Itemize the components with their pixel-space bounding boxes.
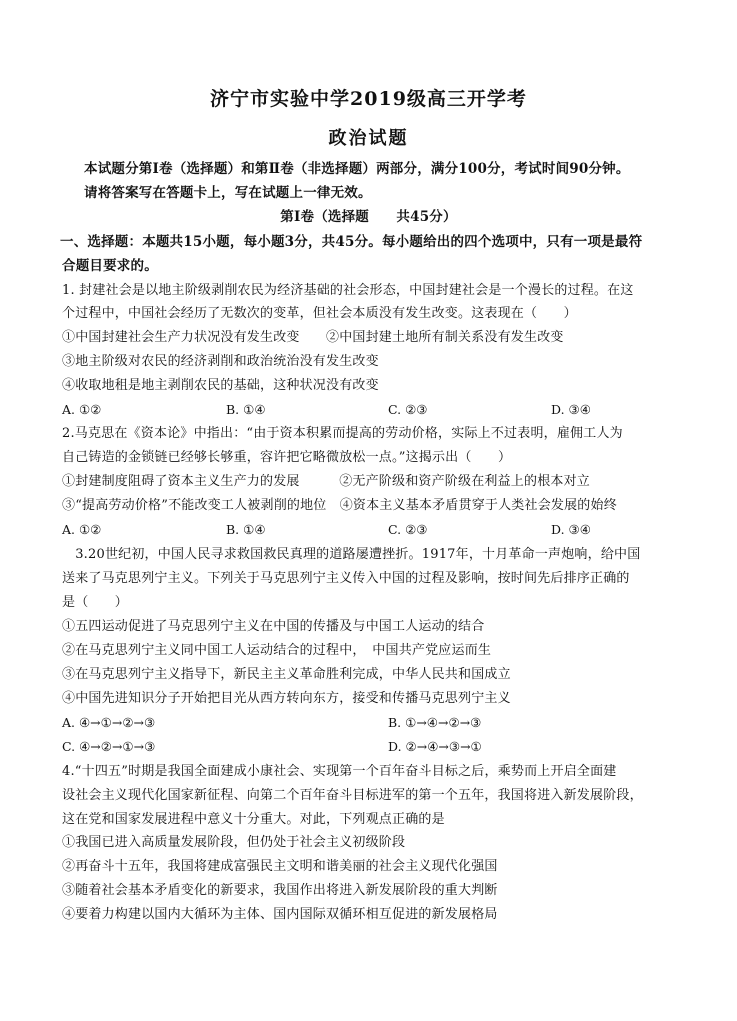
q3-item-3: ③在马克思列宁主义指导下，新民主主义革命胜利完成，中华人民共和国成立	[62, 667, 511, 682]
section1-line-1: 一、选择题：本题共15小题，每小题3分，共45分。每小题给出的四个选项中，只有一项是最符	[60, 234, 643, 250]
q4-stem-2: 设社会主义现代化国家新征程、向第二个百年奋斗目标进军的第一个五年，我国将进入新发展阶段，	[62, 788, 643, 803]
q4-item-4: ④要着力构建以国内大循环为主体、国内国际双循环相互促进的新发展格局	[62, 907, 498, 922]
q3-stem-3: 是（ ）	[62, 595, 129, 610]
q3-option-c[interactable]: C. ④→②→①→③	[62, 739, 156, 754]
q4-item-2: ②再奋斗十五年，我国将建成富强民主文明和谐美丽的社会主义现代化强国	[62, 859, 498, 874]
q2-option-a[interactable]: A. ①②	[62, 522, 102, 537]
q2-item-2: ③“提高劳动价格”不能改变工人被剥削的地位 ④资本主义基本矛盾贯穿于人类社会发展的始终	[62, 498, 617, 513]
q2-stem-2: 自己铸造的金锁链已经够长够重，容许把它略微放松一点。”这揭示出（ ）	[62, 450, 512, 465]
q1-stem-2: 个过程中，中国社会经历了无数次的变革，但社会本质没有发生改变。这表现在（ ）	[62, 306, 577, 321]
intro-line-1: 本试题分第Ⅰ卷（选择题）和第Ⅱ卷（非选择题）两部分，满分100分，考试时间90分钟。	[84, 161, 630, 177]
q3-item-2: ②在马克思列宁主义同中国工人运动结合的过程中， 中国共产党应运而生	[62, 643, 492, 658]
subject-title: 政治试题	[328, 128, 409, 149]
q2-stem-1: 2.马克思在《资本论》中指出：“由于资本积累而提高的劳动价格，实际上不过表明，雇佣工人为	[62, 426, 623, 441]
q1-option-d[interactable]: D. ③④	[551, 402, 591, 417]
q1-item-1: ①中国封建社会生产力状况没有发生改变 ②中国封建土地所有制关系没有发生改变	[62, 330, 564, 345]
intro-line-2: 请将答案写在答题卡上，写在试题上一律无效。	[84, 185, 372, 201]
q3-option-d[interactable]: D. ②→④→③→①	[388, 739, 482, 754]
q4-stem-3: 这在党和国家发展进程中意义十分重大。对此，下列观点正确的是	[62, 812, 445, 827]
q3-option-a[interactable]: A. ④→①→②→③	[62, 715, 156, 730]
q4-item-1: ①我国已进入高质量发展阶段，但仍处于社会主义初级阶段	[62, 835, 406, 850]
q4-stem-1: 4.“十四五”时期是我国全面建成小康社会、实现第一个百年奋斗目标之后，乘势而上开启全面建	[62, 764, 617, 779]
q3-item-1: ①五四运动促进了马克思列宁主义在中国的传播及与中国工人运动的结合	[62, 619, 485, 634]
q3-stem-2: 送来了马克思列宁主义。下列关于马克思列宁主义传入中国的过程及影响，按时间先后排序正确的	[62, 571, 630, 586]
q1-option-b[interactable]: B. ①④	[226, 402, 266, 417]
q1-option-c[interactable]: C. ②③	[388, 402, 428, 417]
q1-item-3: ④收取地租是地主剥削农民的基础，这种状况没有改变	[62, 378, 379, 393]
part1-heading: 第Ⅰ卷（选择题 共45分）	[280, 209, 457, 225]
q3-option-b[interactable]: B. ①→④→②→③	[388, 715, 482, 730]
exam-title: 济宁市实验中学2019级高三开学考	[210, 88, 527, 110]
q1-stem-1: 1. 封建社会是以地主阶级剥削农民为经济基础的社会形态，中国封建社会是一个漫长的过程。在这	[62, 283, 634, 298]
q1-option-a[interactable]: A. ①②	[62, 402, 102, 417]
q4-item-3: ③随着社会基本矛盾变化的新要求，我国作出将进入新发展阶段的重大判断	[62, 883, 498, 898]
q2-option-c[interactable]: C. ②③	[388, 522, 428, 537]
q2-option-b[interactable]: B. ①④	[226, 522, 266, 537]
q2-option-d[interactable]: D. ③④	[551, 522, 591, 537]
q3-stem-1: 3.20世纪初，中国人民寻求救国救民真理的道路屡遭挫折。1917年，十月革命一声炮响，给中国	[62, 547, 641, 562]
q1-item-2: ③地主阶级对农民的经济剥削和政治统治没有发生改变	[62, 354, 379, 369]
section1-line-2: 合题目要求的。	[62, 258, 158, 274]
q3-item-4: ④中国先进知识分子开始把目光从西方转向东方，接受和传播马克思列宁主义	[62, 691, 511, 706]
q2-item-1: ①封建制度阻碍了资本主义生产力的发展 ②无产阶级和资产阶级在利益上的根本对立	[62, 474, 591, 489]
